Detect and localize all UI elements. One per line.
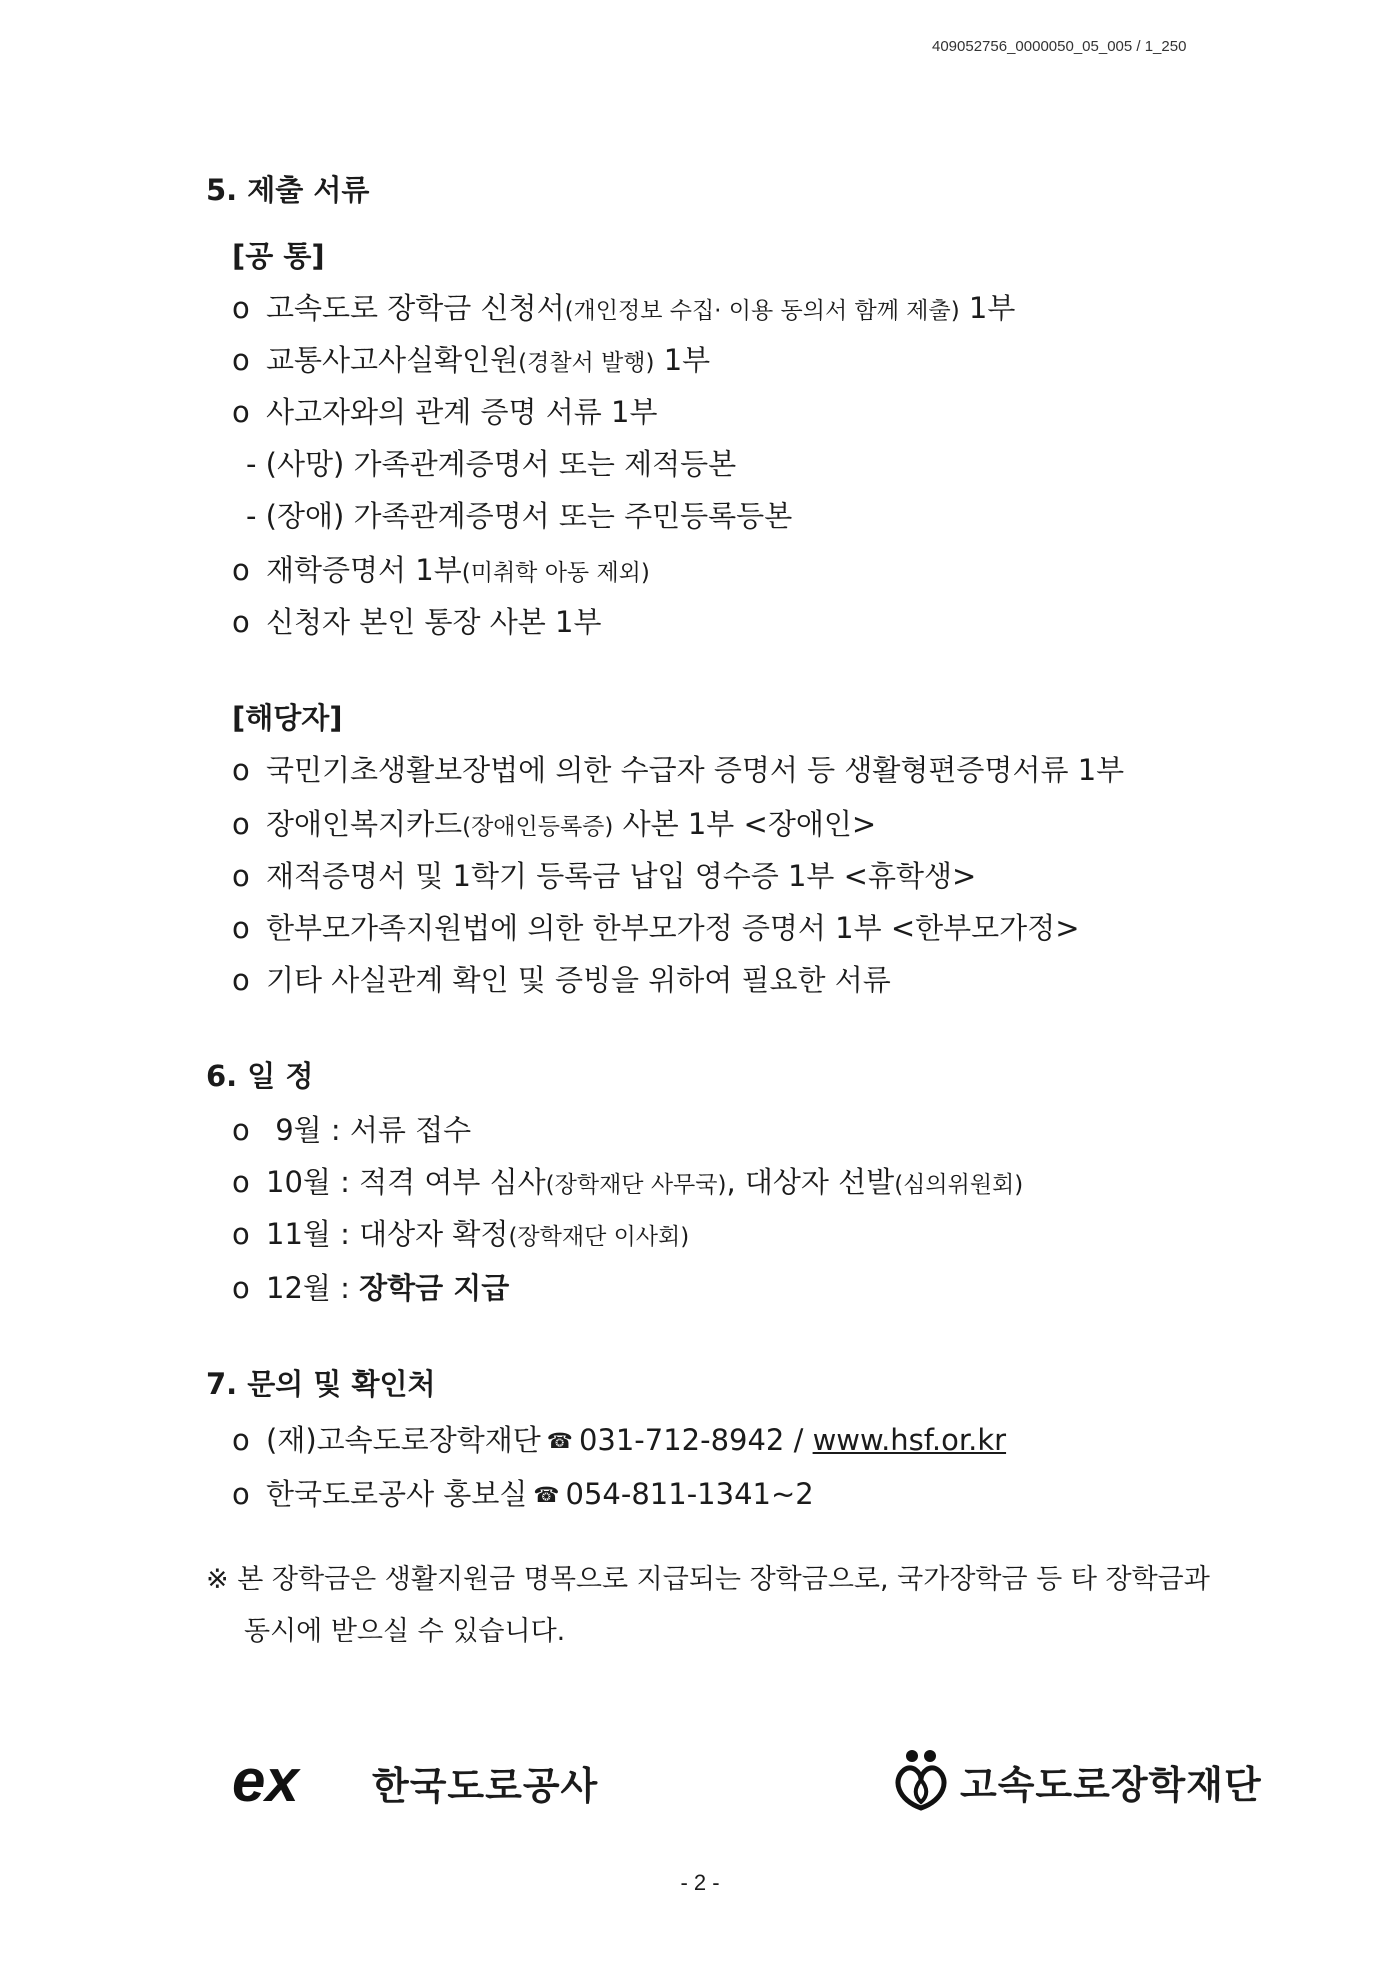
list-item: o 재학증명서 1부(미취학 아동 제외) — [232, 553, 650, 587]
schedule-row: o 11월 : 대상자 확정(장학재단 이사회) — [232, 1217, 690, 1251]
list-item: o 국민기초생활보장법에 의한 수급자 증명서 등 생활형편증명서류 1부 — [232, 753, 1125, 787]
list-item: o 신청자 본인 통장 사본 1부 — [232, 605, 602, 639]
schedule-row: o 10월 : 적격 여부 심사(장학재단 사무국), 대상자 선발(심의위원회) — [232, 1165, 1024, 1199]
dash-item: - (장애) 가족관계증명서 또는 주민등록등본 — [246, 499, 793, 533]
korea-expressway-logo — [232, 1754, 598, 1810]
ex-logo-icon — [232, 1757, 362, 1807]
korea-expressway-name: 한국도로공사 — [372, 1763, 599, 1808]
list-item: o 고속도로 장학금 신청서(개인정보 수집· 이용 동의서 함께 제출) 1부 — [232, 291, 1016, 325]
document-id: 409052756_0000050_05_005 / 1_250 — [932, 38, 1187, 55]
common-label: [공 통] — [232, 239, 325, 273]
list-item: o 장애인복지카드(장애인등록증) 사본 1부 <장애인> — [232, 807, 877, 841]
phone-icon: ☎ — [546, 1429, 573, 1453]
phone-icon: ☎ — [533, 1483, 560, 1507]
section-6-title: 6. 일 정 — [206, 1059, 314, 1093]
website-link[interactable]: www.hsf.or.kr — [812, 1423, 1007, 1457]
contact-row: o 한국도로공사 홍보실 ☎ 054-811-1341~2 — [232, 1477, 814, 1511]
scholarship-foundation-logo — [890, 1746, 1262, 1816]
list-item: o 교통사고사실확인원(경찰서 발행) 1부 — [232, 343, 711, 377]
contact-row: o (재)고속도로장학재단 ☎ 031-712-8942 / www.hsf.or.kr — [232, 1423, 1007, 1457]
applicable-label: [해당자] — [232, 701, 343, 735]
list-item: o 재적증명서 및 1학기 등록금 납입 영수증 1부 <휴학생> — [232, 859, 977, 893]
scholarship-foundation-name: 고속도로장학재단 — [960, 1762, 1262, 1807]
section-5-title: 5. 제출 서류 — [206, 173, 370, 207]
list-item: o 사고자와의 관계 증명 서류 1부 — [232, 395, 658, 429]
note-line-1: ※ 본 장학금은 생활지원금 명목으로 지급되는 장학금으로, 국가장학금 등 타 장학금과 — [206, 1564, 1210, 1595]
schedule-row: o 9월 : 서류 접수 — [232, 1113, 472, 1147]
list-item: o 한부모가족지원법에 의한 한부모가정 증명서 1부 <한부모가정> — [232, 911, 1080, 945]
svg-text:ex: ex — [232, 1757, 299, 1807]
page-number: - 2 - — [680, 1870, 720, 1895]
section-7-title: 7. 문의 및 확인처 — [206, 1367, 436, 1401]
list-item: o 기타 사실관계 확인 및 증빙을 위하여 필요한 서류 — [232, 963, 891, 997]
schedule-row: o 12월 : 장학금 지급 — [232, 1271, 510, 1305]
note-line-2: 동시에 받으실 수 있습니다. — [244, 1616, 566, 1647]
foundation-emblem-icon — [890, 1748, 952, 1814]
dash-item: - (사망) 가족관계증명서 또는 제적등본 — [246, 447, 737, 481]
